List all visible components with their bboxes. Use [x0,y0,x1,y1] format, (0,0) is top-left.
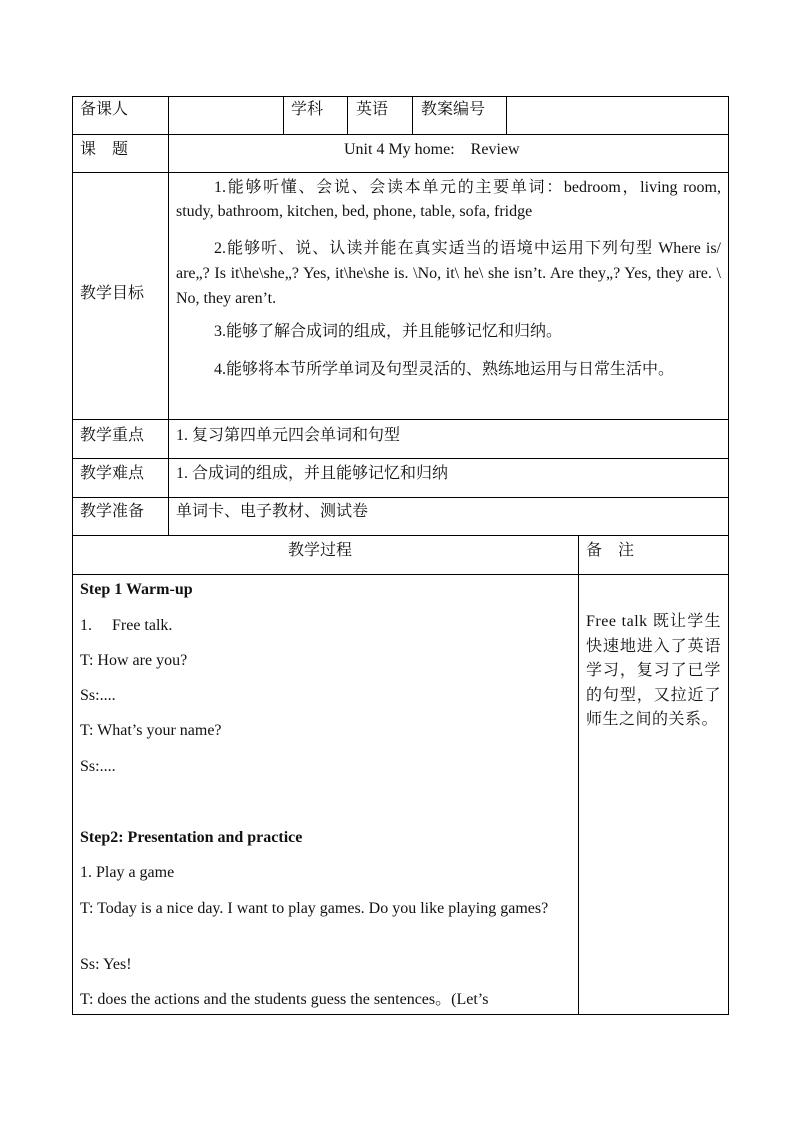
topic-label: 课 题 [80,141,129,158]
objective-item-1: 1.能够听懂、会说、会读本单元的主要单词：bedroom，living room, study, bathroom, kitchen, bed, phone, table, sofa, fridge [176,179,721,220]
header-cell-divider [506,96,507,135]
row-divider [72,134,729,135]
step1-line: Ss:.... [80,758,116,775]
step1-line: Ss:.... [80,687,116,704]
topic-value: Unit 4 My home: Review [344,141,520,158]
table-border-bottom [72,1014,729,1015]
step2-title: Step2: Presentation and practice [80,829,303,846]
row-divider [72,458,729,459]
step1-line: 1. Free talk. [80,617,173,634]
key-points-value: 1. 复习第四单元四会单词和句型 [176,427,401,444]
table-border-top [72,96,729,97]
row-divider [72,419,729,420]
row-divider [72,497,729,498]
subject-value: 英语 [356,101,389,118]
objective-item-4: 4.能够将本节所学单词及句型灵活的、熟练地运用与日常生活中。 [214,361,675,378]
notes-text: Free talk 既让学生快速地进入了英语学习，复习了已学的句型，又拉近了师生之间的关系。 [586,613,721,728]
step1-title: Step 1 Warm-up [80,581,193,598]
label-column-divider [168,96,169,536]
row-divider [72,172,729,173]
notes-column-divider [578,535,579,1015]
objectives-label: 教学目标 [80,285,145,302]
subject-label: 学科 [291,101,324,118]
difficulties-value: 1. 合成词的组成，并且能够记忆和归纳 [176,465,449,482]
preparation-label: 教学准备 [80,503,145,520]
table-border-left [72,96,73,1015]
key-points-label: 教学重点 [80,427,145,444]
preparer-label: 备课人 [80,101,129,118]
objective-item-3: 3.能够了解合成词的组成，并且能够记忆和归纳。 [214,323,563,340]
row-divider [72,535,729,536]
notes-header: 备 注 [586,542,635,559]
objective-item-2: 2.能够听、说、认读并能在真实适当的语境中运用下列句型 Where is/ are„? Is it\he\she„? Yes, it\he\she is. \No, it\ he\ she isn’t. Are they„? Yes, they are. \ No, they aren’t. [176,240,721,307]
preparation-value: 单词卡、电子教材、测试卷 [176,503,369,520]
step1-line: T: What’s your name? [80,722,222,739]
step2-subtitle: 1. Play a game [80,864,175,881]
header-cell-divider [283,96,284,135]
header-cell-divider [412,96,413,135]
step1-line: T: How are you? [80,652,188,669]
difficulties-label: 教学难点 [80,465,145,482]
header-cell-divider [347,96,348,135]
plan-number-label: 教案编号 [421,101,486,118]
step2-response: Ss: Yes! [80,956,132,973]
process-header: 教学过程 [288,542,353,559]
step2-last-line: T: does the actions and the students guess the sentences。(Let’s [80,991,489,1008]
table-border-right [728,96,729,1015]
step2-paragraph: T: Today is a nice day. I want to play games. Do you like playing games? [80,900,549,917]
row-divider [72,574,729,575]
